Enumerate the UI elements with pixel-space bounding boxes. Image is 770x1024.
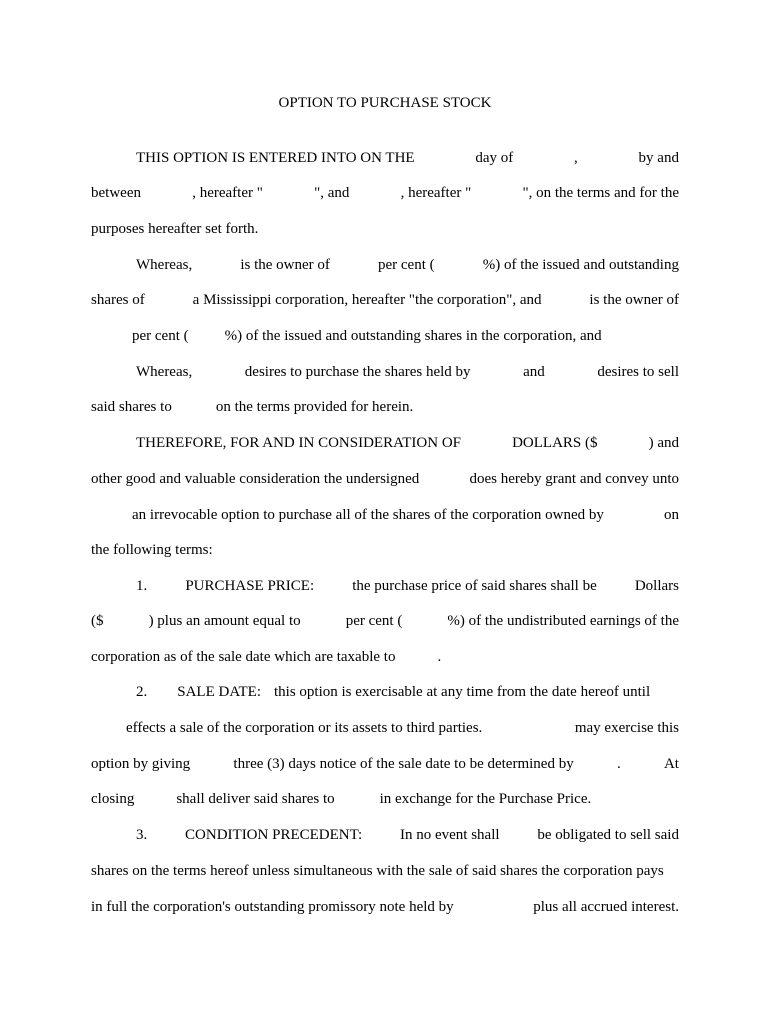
text-segment: ", on the terms and for the [522,185,679,201]
paragraph-line-6 [132,327,679,345]
paragraph-line-20 [136,826,679,844]
list-number: 1. [136,578,148,594]
paragraph-line-8 [91,398,679,416]
text-segment: and [523,364,545,380]
text-segment: . [616,756,621,772]
text-segment: shall deliver said shares to [176,791,335,807]
paragraph-line-18 [91,755,679,773]
text-segment: option by giving [91,756,191,772]
text-segment: per cent ( [378,257,435,273]
section-heading: CONDITION PRECEDENT: [185,827,363,843]
paragraph-line-14 [91,612,679,630]
text-segment: this option is exercisable at any time from the date hereof until [274,684,651,700]
paragraph-line-13 [136,577,679,595]
paragraph-line-21 [91,862,679,880]
paragraph-line-16 [136,683,679,701]
text-segment: purposes hereafter set forth. [91,221,259,237]
text-segment: in exchange for the Purchase Price. [379,791,592,807]
paragraph-line-10 [91,470,679,488]
text-segment: effects a sale of the corporation or its assets to third parties. [126,720,483,736]
text-segment: ", and [314,185,350,201]
document-title: OPTION TO PURCHASE STOCK [278,95,492,111]
text-segment: other good and valuable consideration the undersigned [91,471,420,487]
paragraph-line-4 [136,256,679,274]
paragraph-line-1 [136,149,679,167]
text-segment: per cent ( [345,613,403,629]
text-segment: corporation as of the sale date which are taxable to [91,649,396,665]
text-segment: DOLLARS ($ [512,435,598,451]
text-segment: an irrevocable option to purchase all of the shares of the corporation owned by [132,507,604,523]
paragraph-line-22 [91,898,679,916]
text-segment: , hereafter " [400,185,472,201]
text-segment: by and [638,150,679,166]
text-segment: Whereas, [136,257,193,273]
text-segment: on [664,507,679,523]
paragraph-line-9 [136,434,679,452]
text-segment: ) and [648,435,679,451]
text-segment: the following terms: [91,542,213,558]
paragraph-line-2 [91,184,679,202]
text-segment: ($ [91,613,104,629]
text-segment: plus all accrued interest. [533,899,679,915]
list-number: 2. [136,684,148,700]
text-segment: Whereas, [136,364,193,380]
text-segment: a Mississippi corporation, hereafter "the corporation", and [192,292,542,308]
text-segment: closing [91,791,135,807]
text-segment: Dollars [634,578,679,594]
section-heading: PURCHASE PRICE: [185,578,315,594]
paragraph-line-5 [91,291,679,309]
text-segment: , [574,150,578,166]
text-segment: THIS OPTION IS ENTERED INTO ON THE [136,150,415,166]
paragraph-line-11 [132,506,679,524]
paragraph-line-3 [91,220,679,238]
paragraph-line-17 [126,719,679,737]
paragraph-line-19 [91,790,679,808]
text-segment: is the owner of [240,257,330,273]
text-segment: said shares to [91,399,172,415]
text-segment: the purchase price of said shares shall be [352,578,597,594]
text-segment: desires to sell [597,364,679,380]
text-segment: on the terms provided for herein. [215,399,414,415]
section-heading: SALE DATE: [177,684,261,700]
text-segment: In no event shall [399,827,500,843]
text-segment: %) of the issued and outstanding shares in the corporation, and [224,328,602,344]
text-segment: three (3) days notice of the sale date to be determined by [233,756,574,772]
text-segment: between [91,185,141,201]
text-segment: At [663,756,679,772]
text-segment: day of [475,150,514,166]
text-segment: ) plus an amount equal to [148,613,301,629]
text-segment: per cent ( [132,328,189,344]
text-segment: %) of the undistributed earnings of the [447,613,679,629]
text-segment: in full the corporation's outstanding promissory note held by [91,899,454,915]
text-segment: be obligated to sell said [537,827,679,843]
text-segment: %) of the issued and outstanding [482,257,679,273]
text-segment: . [437,649,442,665]
list-number: 3. [136,827,148,843]
paragraph-line-7 [136,363,679,381]
paragraph-line-15 [91,648,679,666]
text-segment: does hereby grant and convey unto [469,471,679,487]
text-segment: desires to purchase the shares held by [244,364,471,380]
text-segment: , hereafter " [192,185,263,201]
text-segment: is the owner of [589,292,679,308]
text-segment: shares on the terms hereof unless simultaneous with the sale of said shares the corporation pays [91,863,664,879]
text-segment: THEREFORE, FOR AND IN CONSIDERATION OF [136,435,462,451]
text-segment: may exercise this [574,720,679,736]
text-segment: shares of [91,292,145,308]
paragraph-line-12 [91,541,679,559]
